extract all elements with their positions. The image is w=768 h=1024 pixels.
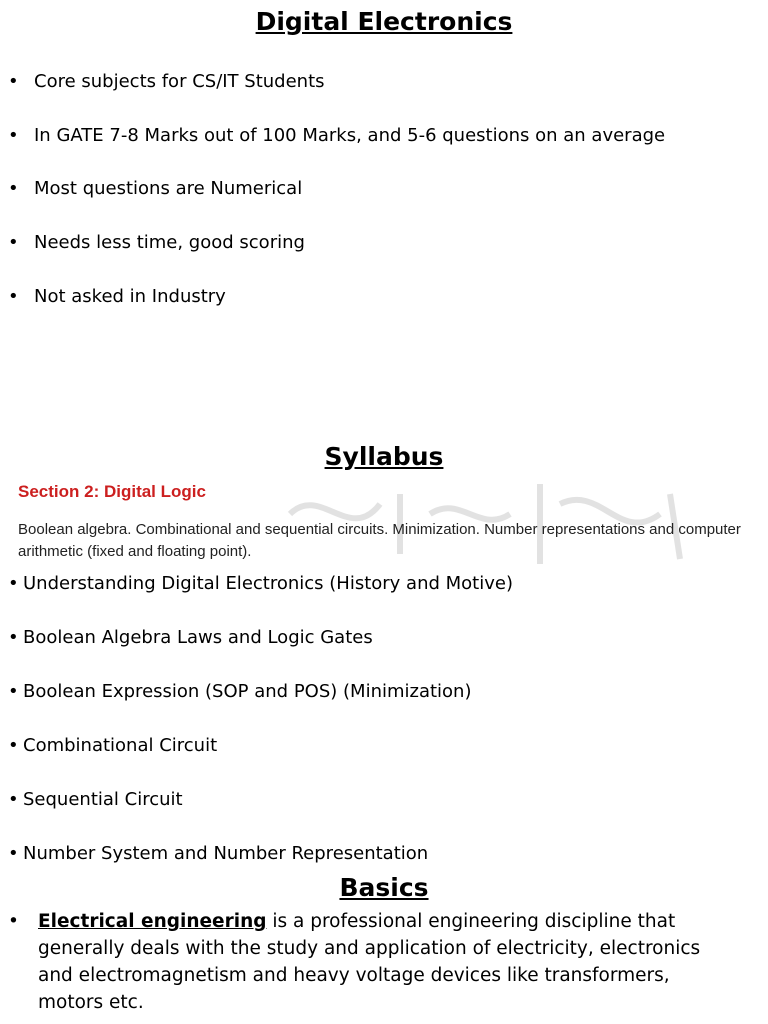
bullet-icon: • [8, 843, 19, 864]
bullet-icon: • [8, 681, 19, 702]
list-item-text: Most questions are Numerical [34, 178, 303, 199]
title-digital-electronics: Digital Electronics [255, 7, 513, 36]
list-item-text: Understanding Digital Electronics (History and Motive) [23, 573, 513, 594]
list-item-text: Combinational Circuit [23, 735, 218, 756]
bullet-icon: • [8, 71, 19, 92]
bullet-icon: • [8, 232, 19, 253]
list-item-text: Boolean Expression (SOP and POS) (Minimization) [23, 681, 472, 702]
bullet-icon: • [8, 286, 19, 307]
defined-term: Electrical engineering [38, 911, 267, 932]
bullet-icon: • [8, 573, 19, 594]
list-item-text: Boolean Algebra Laws and Logic Gates [23, 627, 373, 648]
list-item-text: Sequential Circuit [23, 789, 183, 810]
title-syllabus: Syllabus [324, 442, 444, 471]
bullet-icon: • [8, 735, 19, 756]
list-item-text: In GATE 7-8 Marks out of 100 Marks, and 5-6 questions on an average [34, 125, 666, 146]
bullet-icon: • [8, 627, 19, 648]
list-item-text: Core subjects for CS/IT Students [34, 71, 325, 92]
bullet-icon: • [8, 911, 19, 932]
list-item-text: Number System and Number Representation [23, 843, 429, 864]
gate-syllabus-excerpt [10, 474, 760, 570]
bullet-icon: • [8, 789, 19, 810]
section-heading: Section 2: Digital Logic [18, 482, 206, 501]
bullet-icon: • [8, 125, 19, 146]
bullet-icon: • [8, 178, 19, 199]
basics-text [38, 908, 738, 1016]
list-item-text: Not asked in Industry [34, 286, 226, 307]
definition-text: is a professional engineering discipline that generally deals with the study and application of electricity, electronics and electromagnetism and heavy voltage devices like transformers, motors etc. [38, 911, 701, 1013]
section-description: Boolean algebra. Combinational and sequential circuits. Minimization. Number representations and computer arithmetic (fixed and floating point). [18, 521, 741, 560]
list-item-text: Needs less time, good scoring [34, 232, 305, 253]
title-basics: Basics [339, 873, 429, 902]
